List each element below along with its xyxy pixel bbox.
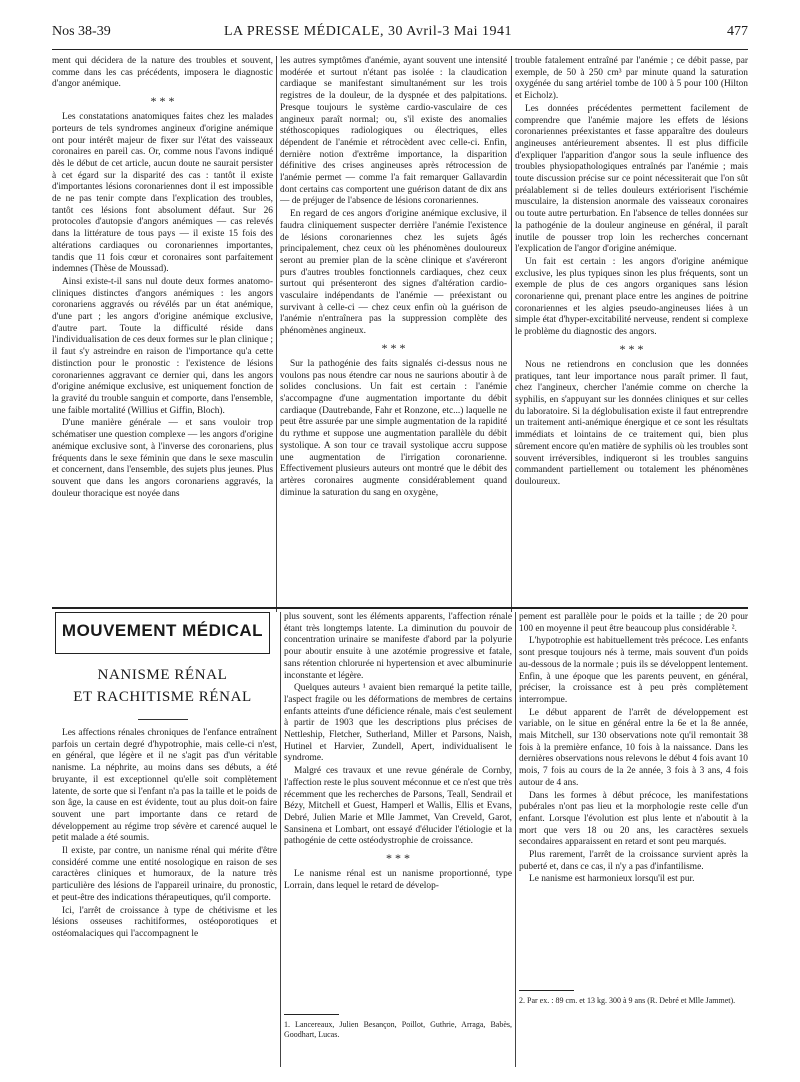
column-rule bbox=[280, 612, 281, 1067]
journal-title: LA PRESSE MÉDICALE, 30 Avril-3 Mai 1941 bbox=[224, 24, 512, 39]
top-column-1 bbox=[52, 56, 273, 616]
header-rule bbox=[52, 49, 748, 50]
paragraph: D'une manière générale — et sans vouloir trop schématiser une question complexe — les angors d'origine anémique exclusive sont, à l'inverse des coronariens, plus fréquents dans le sexe féminin que dans le sexe masculin et concernent, dans l'ensemble, des sujets plus jeunes. Plus souvent que dans les angors coronariens aggravés, la douleur thoracique est noyée dans bbox=[52, 418, 273, 499]
paragraph: plus souvent, sont les éléments apparents, l'affection rénale étant très longtemps latente. La diminution du pouvoir de concentration urinaire se manifeste d'abord par la polyurie pour aboutir ensuite à une azotémie progressive et fatale, sans rétention chlorurée ni hypertension et avec albuminurie inconstante et légère. bbox=[284, 612, 512, 681]
footnote-rule bbox=[284, 1014, 339, 1015]
article-title-line-2: ET RACHITISME RÉNAL bbox=[73, 689, 252, 705]
paragraph: Les données précédentes permettent facilement de comprendre que l'anémie majore les effets de lésions coronariennes préexistantes et fasse apparaître des douleurs angineuses antérieurement absentes. Il est plus difficile d'expliquer l'apparition d'angor sous la seule influence des troubles physiopathologiques entraînés par l'anémie ; mais toute discussion précise sur ce point nécessiterait que l'on sût préalablement si de telles douleurs extériorisent l'ischémie musculaire, la distension anormale des vaisseaux coronaires ou toute autre perturbation. En l'absence de telles données sur la pathogénie de la douleur angineuse en général, il paraît inutile de pousser trop loin les recherches concernant l'explication de l'angor d'origine anémique. bbox=[515, 103, 748, 255]
page-number: 477 bbox=[727, 24, 748, 39]
asterism: * * * bbox=[150, 94, 175, 109]
asterism: * * * bbox=[381, 340, 406, 355]
paragraph: Sur la pathogénie des faits signalés ci-dessus nous ne voulons pas nous étendre car nous ne saurions aboutir à de solides conclusions. Un fait est certain : l'anémie s'accompagne d'une augmentation importante du débit cardiaque (Dautrebande, Fahr et Ronzone, etc...) laquelle ne peut être assurée par une simple augmentation de la rapidité du rythme et suppose une augmentation parallèle du débit systolique. A son tour ce travail systolique accru suppose une augmentation de l'irrigation coronarienne. Effectivement plusieurs auteurs ont montré que le débit des artères coronaires augmente considérablement quand diminue la saturation du sang en oxygène, bbox=[280, 358, 507, 498]
paragraph: Ainsi existe-t-il sans nul doute deux formes anatomo-cliniques distinctes d'angors anémiques : les angors coronariens aggravés ou révélés par un état anémique, d'une part ; les angors d'origine anémique exclusive, d'autre part. Toute la difficulté réside dans l'individualisation de ces deux formes sur le plan clinique ; il faut s'y astreindre en raison de l'importance qu'a cette distinction pour le pronostic : l'existence de lésions coronariennes aggravant ce dernier qui, dans les angors d'origine anémique exclusive, est uniquement fonction de la gravité du trouble sanguin et comporte, dans l'ensemble, une faible mortalité (Willius et Giffin, Bloch). bbox=[52, 276, 273, 416]
section-divider bbox=[52, 607, 748, 609]
paragraph: Les affections rénales chroniques de l'enfance entraînent parfois un certain degré d'hypotrophie, mais celle-ci n'est, en général, que légère et il ne s'agit pas d'un véritable nanisme. La néphrite, au moins dans ses débuts, a été bruyante, il est exceptionnel qu'elle soit complètement latente, de sorte que si l'enfant n'a pas la taille et le poids de son âge, la cause en est évidente, tout au plus doit-on faire souvent une part importante dans ce retard de développement au régime trop sévère et carencé auquel le petit malade a été soumis. bbox=[52, 728, 277, 844]
paragraph: Nous ne retiendrons en conclusion que les données pratiques, tant leur importance nous paraît primer. Il faut, chez l'angineux, chercher l'anémie comme on cherche la syphilis, en s'appuyant sur les données cliniques et sur celles du laboratoire. Si la déglobulisation existe il faut entreprendre un traitement anti-anémique énergique et ce sont les résultats immédiats et lointains de ce traitement qui, bien plus sûrement encore qu'en matière de syphilis où les troubles sont souvent irréversibles, indiqueront si les troubles sanguins commandent partiellement ou totalement les phénomènes douloureux. bbox=[515, 359, 748, 487]
column-rule bbox=[276, 56, 277, 612]
bottom-column-3 bbox=[519, 612, 748, 982]
title-rule bbox=[138, 719, 188, 720]
paragraph: Le nanisme rénal est un nanisme proportionné, type Lorrain, dans lequel le retard de dévelop- bbox=[284, 869, 512, 891]
paragraph: Les constatations anatomiques faites chez les malades porteurs de tels syndromes angineux d'origine anémique ont pour intérêt majeur de fixer sur l'état des vaisseaux coronaires en pareil cas. Or, comme nous l'avons indiqué dès le début de cet article, aucun doute ne saurait persister à cet égard sur la disparité des cas : tantôt il existe d'importantes lésions coronariennes dont il est impossible de ne pas tenir compte dans l'explication des troubles, tantôt ces lésions font absolument défaut. Sur 26 protocoles d'autopsie d'angors anémiques — cas relevés dans la littérature de tous pays — il existe 15 fois des altérations cardiaques ou coronariennes importantes, tandis que 11 fois cœur et coronaires sont parfaitement indemnes (Thèse de Moussad). bbox=[52, 112, 273, 275]
column-rule bbox=[515, 612, 516, 1067]
paragraph: Le début apparent de l'arrêt de développement est variable, on le situe en général entre la 6e et la 8e année, mais Mitchell, sur 130 observations note qu'il remontait 38 fois à la première enfance, 10 fois à la naissance. Dans les dernières observations nous relevons le début 4 fois avant 10 mois, 7 fois au cours de la 2e année, 3 fois à 3 ans, 4 fois autour de 4 ans. bbox=[519, 707, 748, 788]
article-title-line-1: NANISME RÉNAL bbox=[97, 667, 228, 683]
asterism: * * * bbox=[619, 341, 644, 356]
top-column-2 bbox=[280, 56, 507, 616]
paragraph: trouble fatalement entraîné par l'anémie ; ce débit passe, par exemple, de 50 à 250 cm³ par minute quand la saturation oxygénée du sang artériel tombe de 100 à 5 pour 100 (Hilton et Eicholz). bbox=[515, 56, 748, 102]
paragraph: En regard de ces angors d'origine anémique exclusive, il faudra cliniquement suspecter derrière l'anémie l'existence de lésions coronariennes chez les sujets âgés principalement, chez ceux où les phénomènes douloureux seront au premier plan de la scène clinique et s'avéreront purs d'autres troubles fonctionnels cardiaques, chez ceux surtout qui présenteront des signes d'altération cardio-vasculaire indépendants de l'anémie — préexistant ou survivant à celle-ci — chez ceux enfin où la guérison de l'anémie n'entraînera pas la suppression complète des phénomènes angineux. bbox=[280, 209, 507, 337]
paragraph: Un fait est certain : les angors d'origine anémique exclusive, les plus typiques sinon les plus fréquents, sont un exemple de plus de ces angors organiques sans lésion coronarienne qui, prenant place entre les angines de poitrine coronariennes et les algies pseudo-angineuses liées à un simple état d'hyper-excitabilité nerveuse, rendent si complexe le problème du diagnostic des angors. bbox=[515, 256, 748, 338]
paragraph: Le nanisme est harmonieux lorsqu'il est pur. bbox=[529, 874, 695, 885]
top-column-3 bbox=[515, 56, 748, 616]
section-heading: MOUVEMENT MÉDICAL bbox=[61, 621, 264, 640]
bottom-column-1 bbox=[52, 728, 277, 1068]
column-rule bbox=[511, 56, 512, 612]
footnote-1: 1. Lancereaux, Julien Besançon, Poillot, Guthrie, Arraga, Babès, Goodhart, Lucas. bbox=[284, 1020, 512, 1039]
paragraph: Plus rarement, l'arrêt de la croissance survient après la puberté et, dans ce cas, il n'y a pas d'infantilisme. bbox=[519, 850, 748, 872]
paragraph: Ici, l'arrêt de croissance à type de chétivisme et les lésions osseuses rachitiformes, ostéoporotiques et ostéomalaciques qui l'accompagnent le bbox=[52, 905, 277, 939]
paragraph: Quelques auteurs ¹ avaient bien remarqué la petite taille, l'aspect fragile ou les déformations de membres de certains enfants atteints d'une déficience rénale, mais c'est seulement à partir de 1903 que les descriptions plus précises de Nettleship, Fletcher, Sutherland, Miller et Parsons, Naish, Hutinel et Harvier, Zundell, Apert, individualisent le syndrome. bbox=[284, 683, 512, 764]
page-header bbox=[52, 22, 748, 46]
paragraph: L'hypotrophie est habituellement très précoce. Les enfants sont presque toujours nés à terme, mais souvent d'un poids au-dessous de la normale ; puis ils se développent lentement. Enfin, à une époque que les parents peuvent, en général, préciser, la croissance est à peu près complètement interrompue. bbox=[519, 636, 748, 705]
paragraph: pement est parallèle pour le poids et la taille ; de 20 pour 100 en moyenne il peut être beaucoup plus considérable ². bbox=[519, 612, 748, 634]
section-box bbox=[55, 612, 270, 654]
asterism: * * * bbox=[386, 851, 410, 866]
footnote-2: 2. Par ex. : 89 cm. et 13 kg. 300 à 9 ans (R. Debré et Mlle Jammet). bbox=[519, 996, 736, 1005]
bottom-column-2 bbox=[284, 612, 512, 1000]
paragraph: Il existe, par contre, un nanisme rénal qui mérite d'être considéré comme une entité nosologique en raison de ses caractères cliniques et humoraux, de la nature très particulière des lésions de l'appareil urinaire, du pronostic, et peut-être des indications thérapeutiques, qu'il comporte. bbox=[52, 846, 277, 903]
paragraph: les autres symptômes d'anémie, ayant souvent une intensité modérée et surtout n'étant pas isolée : la claudication cardiaque se manifestant simultanément sur les trois registres de la douleur, de la dyspnée et des palpitations. Presque toujours le système cardio-vasculaire de ces angineux paraît normal; ou, s'il existe des anomalies stéthoscopiques radiologiques ou électriques, elles dépendent de l'anémie et rétrocèdent avec celle-ci. Enfin, dernière notion d'extrême importance, la disparition définitive des crises angineuses après rétrocession de l'anémie permet — comme l'a fait remarquer Gallavardin dont certains cas comportent une guérison datant de dix ans — de préjuger de l'absence de lésions coronariennes. bbox=[280, 56, 507, 207]
issue-number: Nos 38-39 bbox=[52, 24, 111, 39]
paragraph: ment qui décidera de la nature des troubles et souvent, comme dans les cas précédents, imposera le diagnostic d'angor anémique. bbox=[52, 56, 273, 90]
footnote-rule bbox=[519, 990, 574, 991]
paragraph: Dans les formes à début précoce, les manifestations pubérales n'ont pas lieu et la morphologie reste celle d'un enfant. Lorsque l'évolution est plus lente et n'aboutit à la mort que vers 18 ou 20 ans, les caractères sexuels secondaires apparaissent en retard et sont peu marqués. bbox=[519, 790, 748, 848]
article-title bbox=[55, 664, 270, 708]
paragraph: Malgré ces travaux et une revue générale de Cornby, l'affection reste le plus souvent méconnue et ce n'est que très récemment que les recherches de Parsons, Teall, Sendrail et Bézy, Mitchell et Guest, Hamperl et Wallis, Ellis et Evans, Debré, Julien Marie et Mlle Jammet, Van Creveld, Garot, Sansinena et Lombart, ont essayé d'élucider l'étiologie et la pathogénie de cette ostéodystrophie de croissance. bbox=[284, 766, 512, 847]
